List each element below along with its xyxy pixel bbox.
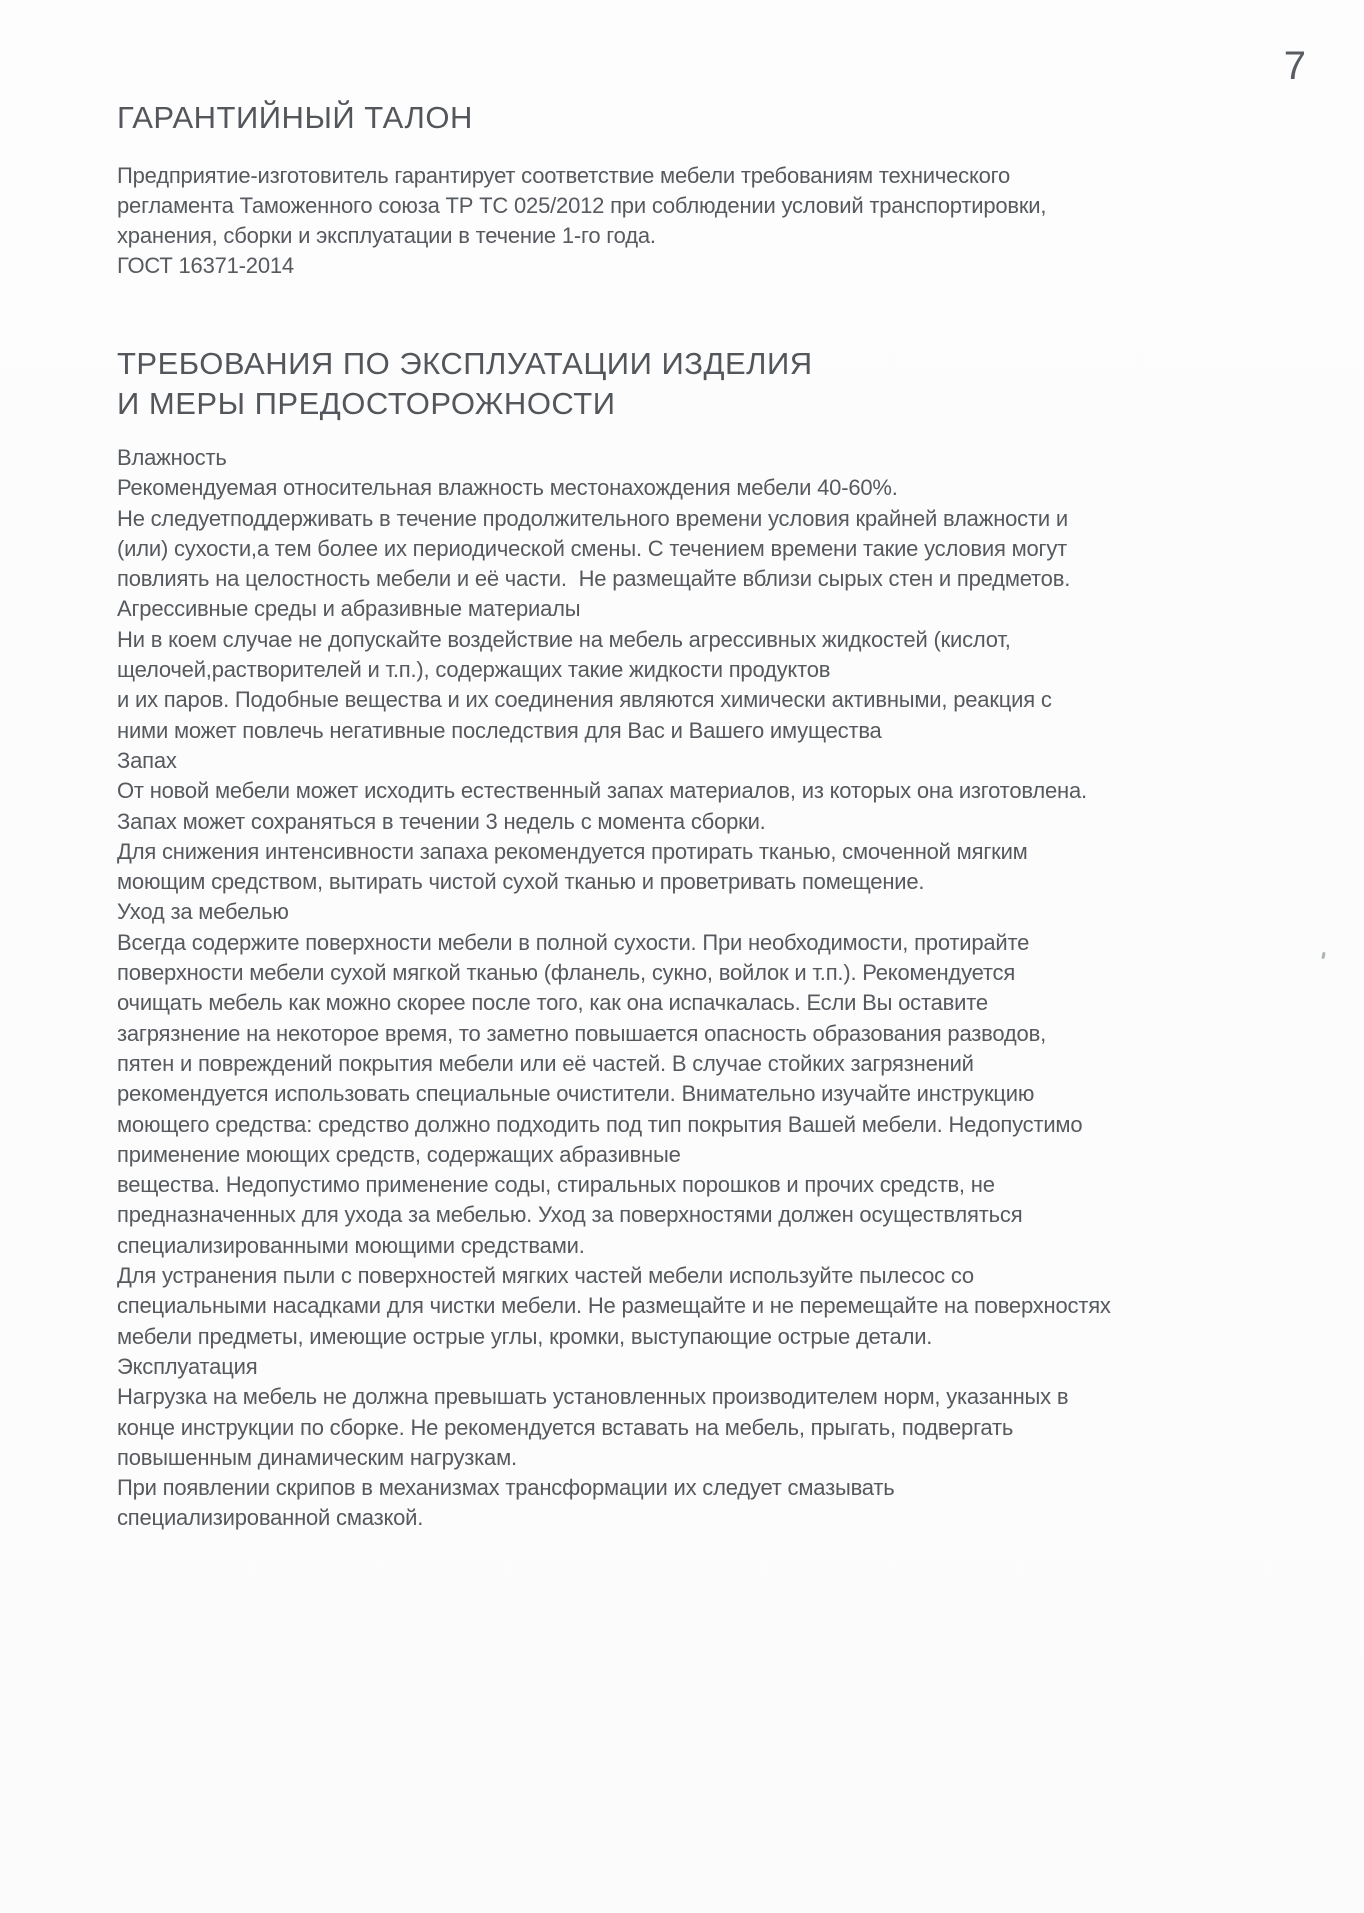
text-line: поверхности мебели сухой мягкой тканью (фланель, сукно, войлок и т.п.). Рекомендуется — [117, 960, 1016, 986]
text-line: регламента Таможенного союза ТР ТС 025/2012 при соблюдении условий транспортировки, — [117, 193, 1047, 218]
text-line: Для снижения интенсивности запаха рекомендуется протирать тканью, смоченной мягким — [117, 838, 1028, 864]
text-line: моющим средством, вытирать чистой сухой тканью и проветривать помещение. — [117, 869, 925, 895]
requirements-heading-line2: И МЕРЫ ПРЕДОСТОРОЖНОСТИ — [117, 386, 616, 421]
text-line: предназначенных для ухода за мебелью. Уход за поверхностями должен осуществляться — [117, 1202, 1023, 1228]
requirements-heading — [117, 344, 813, 424]
warranty-paragraph — [117, 161, 1297, 281]
text-line: повышенным динамическим нагрузкам. — [117, 1444, 517, 1470]
text-line: Всегда содержите поверхности мебели в полной сухости. При необходимости, протирайте — [117, 929, 1030, 955]
text-line: вещества. Недопустимо применение соды, стиральных порошков и прочих средств, не — [117, 1172, 995, 1198]
page-number: 7 — [1283, 44, 1306, 88]
text-line: рекомендуется использовать специальные очистители. Внимательно изучайте инструкцию — [117, 1081, 1035, 1107]
text-line: Ни в коем случае не допускайте воздействие на мебель агрессивных жидкостей (кислот, — [117, 626, 1011, 652]
text-line: (или) сухости,а тем более их периодической смены. С течением времени такие условия могут — [117, 535, 1068, 561]
warranty-title: ГАРАНТИЙНЫЙ ТАЛОН — [117, 100, 473, 135]
requirements-heading-line1: ТРЕБОВАНИЯ ПО ЭКСПЛУАТАЦИИ ИЗДЕЛИЯ — [117, 346, 813, 381]
text-line: Запах может сохраняться в течении 3 недель с момента сборки. — [117, 808, 766, 834]
text-line: специальными насадками для чистки мебели. Не размещайте и не перемещайте на поверхностях — [117, 1293, 1111, 1319]
text-line: моющего средства: средство должно подходить под тип покрытия Вашей мебели. Недопустимо — [117, 1111, 1083, 1137]
text-line: Нагрузка на мебель не должна превышать установленных производителем норм, указанных в — [117, 1384, 1069, 1410]
text-line: щелочей,растворителей и т.п.), содержащих такие жидкости продуктов — [117, 657, 831, 683]
text-line: очищать мебель как можно скорее после того, как она испачкалась. Если Вы оставите — [117, 990, 988, 1016]
text-line: ними может повлечь негативные последствия для Вас и Вашего имущества — [117, 717, 882, 743]
text-line: специализированной смазкой. — [117, 1505, 424, 1531]
text-line: Эксплуатация — [117, 1353, 258, 1379]
text-line: пятен и повреждений покрытия мебели или её частей. В случае стойких загрязнений — [117, 1050, 974, 1076]
scan-speck-artifact — [1321, 952, 1325, 959]
text-line: Рекомендуемая относительная влажность местонахождения мебели 40-60%. — [117, 475, 898, 501]
text-line: хранения, сборки и эксплуатации в течение 1-го года. — [117, 223, 656, 248]
text-line: Предприятие-изготовитель гарантирует соответствие мебели требованиям технического — [117, 163, 1011, 188]
text-line: и их паров. Подобные вещества и их соединения являются химически активными, реакция с — [117, 687, 1052, 713]
text-line: Запах — [117, 747, 177, 773]
text-line: При появлении скрипов в механизмах трансформации их следует смазывать — [117, 1475, 895, 1501]
text-line: От новой мебели может исходить естественный запах материалов, из которых она изготовлена. — [117, 778, 1087, 804]
text-line: мебели предметы, имеющие острые углы, кромки, выступающие острые детали. — [117, 1323, 933, 1349]
text-line: Для устранения пыли с поверхностей мягких частей мебели используйте пылесос со — [117, 1263, 974, 1289]
text-line: специализированными моющими средствами. — [117, 1232, 585, 1258]
text-line: Не следуетподдерживать в течение продолжительного времени условия крайней влажности и — [117, 505, 1068, 531]
text-line: повлиять на целостность мебели и её части. Не размещайте вблизи сырых стен и предметов. — [117, 566, 1071, 592]
requirements-body — [117, 443, 1317, 1534]
text-line: ГОСТ 16371-2014 — [117, 253, 294, 278]
text-line: Агрессивные среды и абразивные материалы — [117, 596, 581, 622]
text-line: применение моющих средств, содержащих абразивные — [117, 1141, 681, 1167]
text-line: загрязнение на некоторое время, то заметно повышается опасность образования разводов, — [117, 1020, 1046, 1046]
text-line: конце инструкции по сборке. Не рекомендуется вставать на мебель, прыгать, подвергать — [117, 1414, 1014, 1440]
text-line: Влажность — [117, 445, 227, 470]
text-line: Уход за мебелью — [117, 899, 289, 925]
